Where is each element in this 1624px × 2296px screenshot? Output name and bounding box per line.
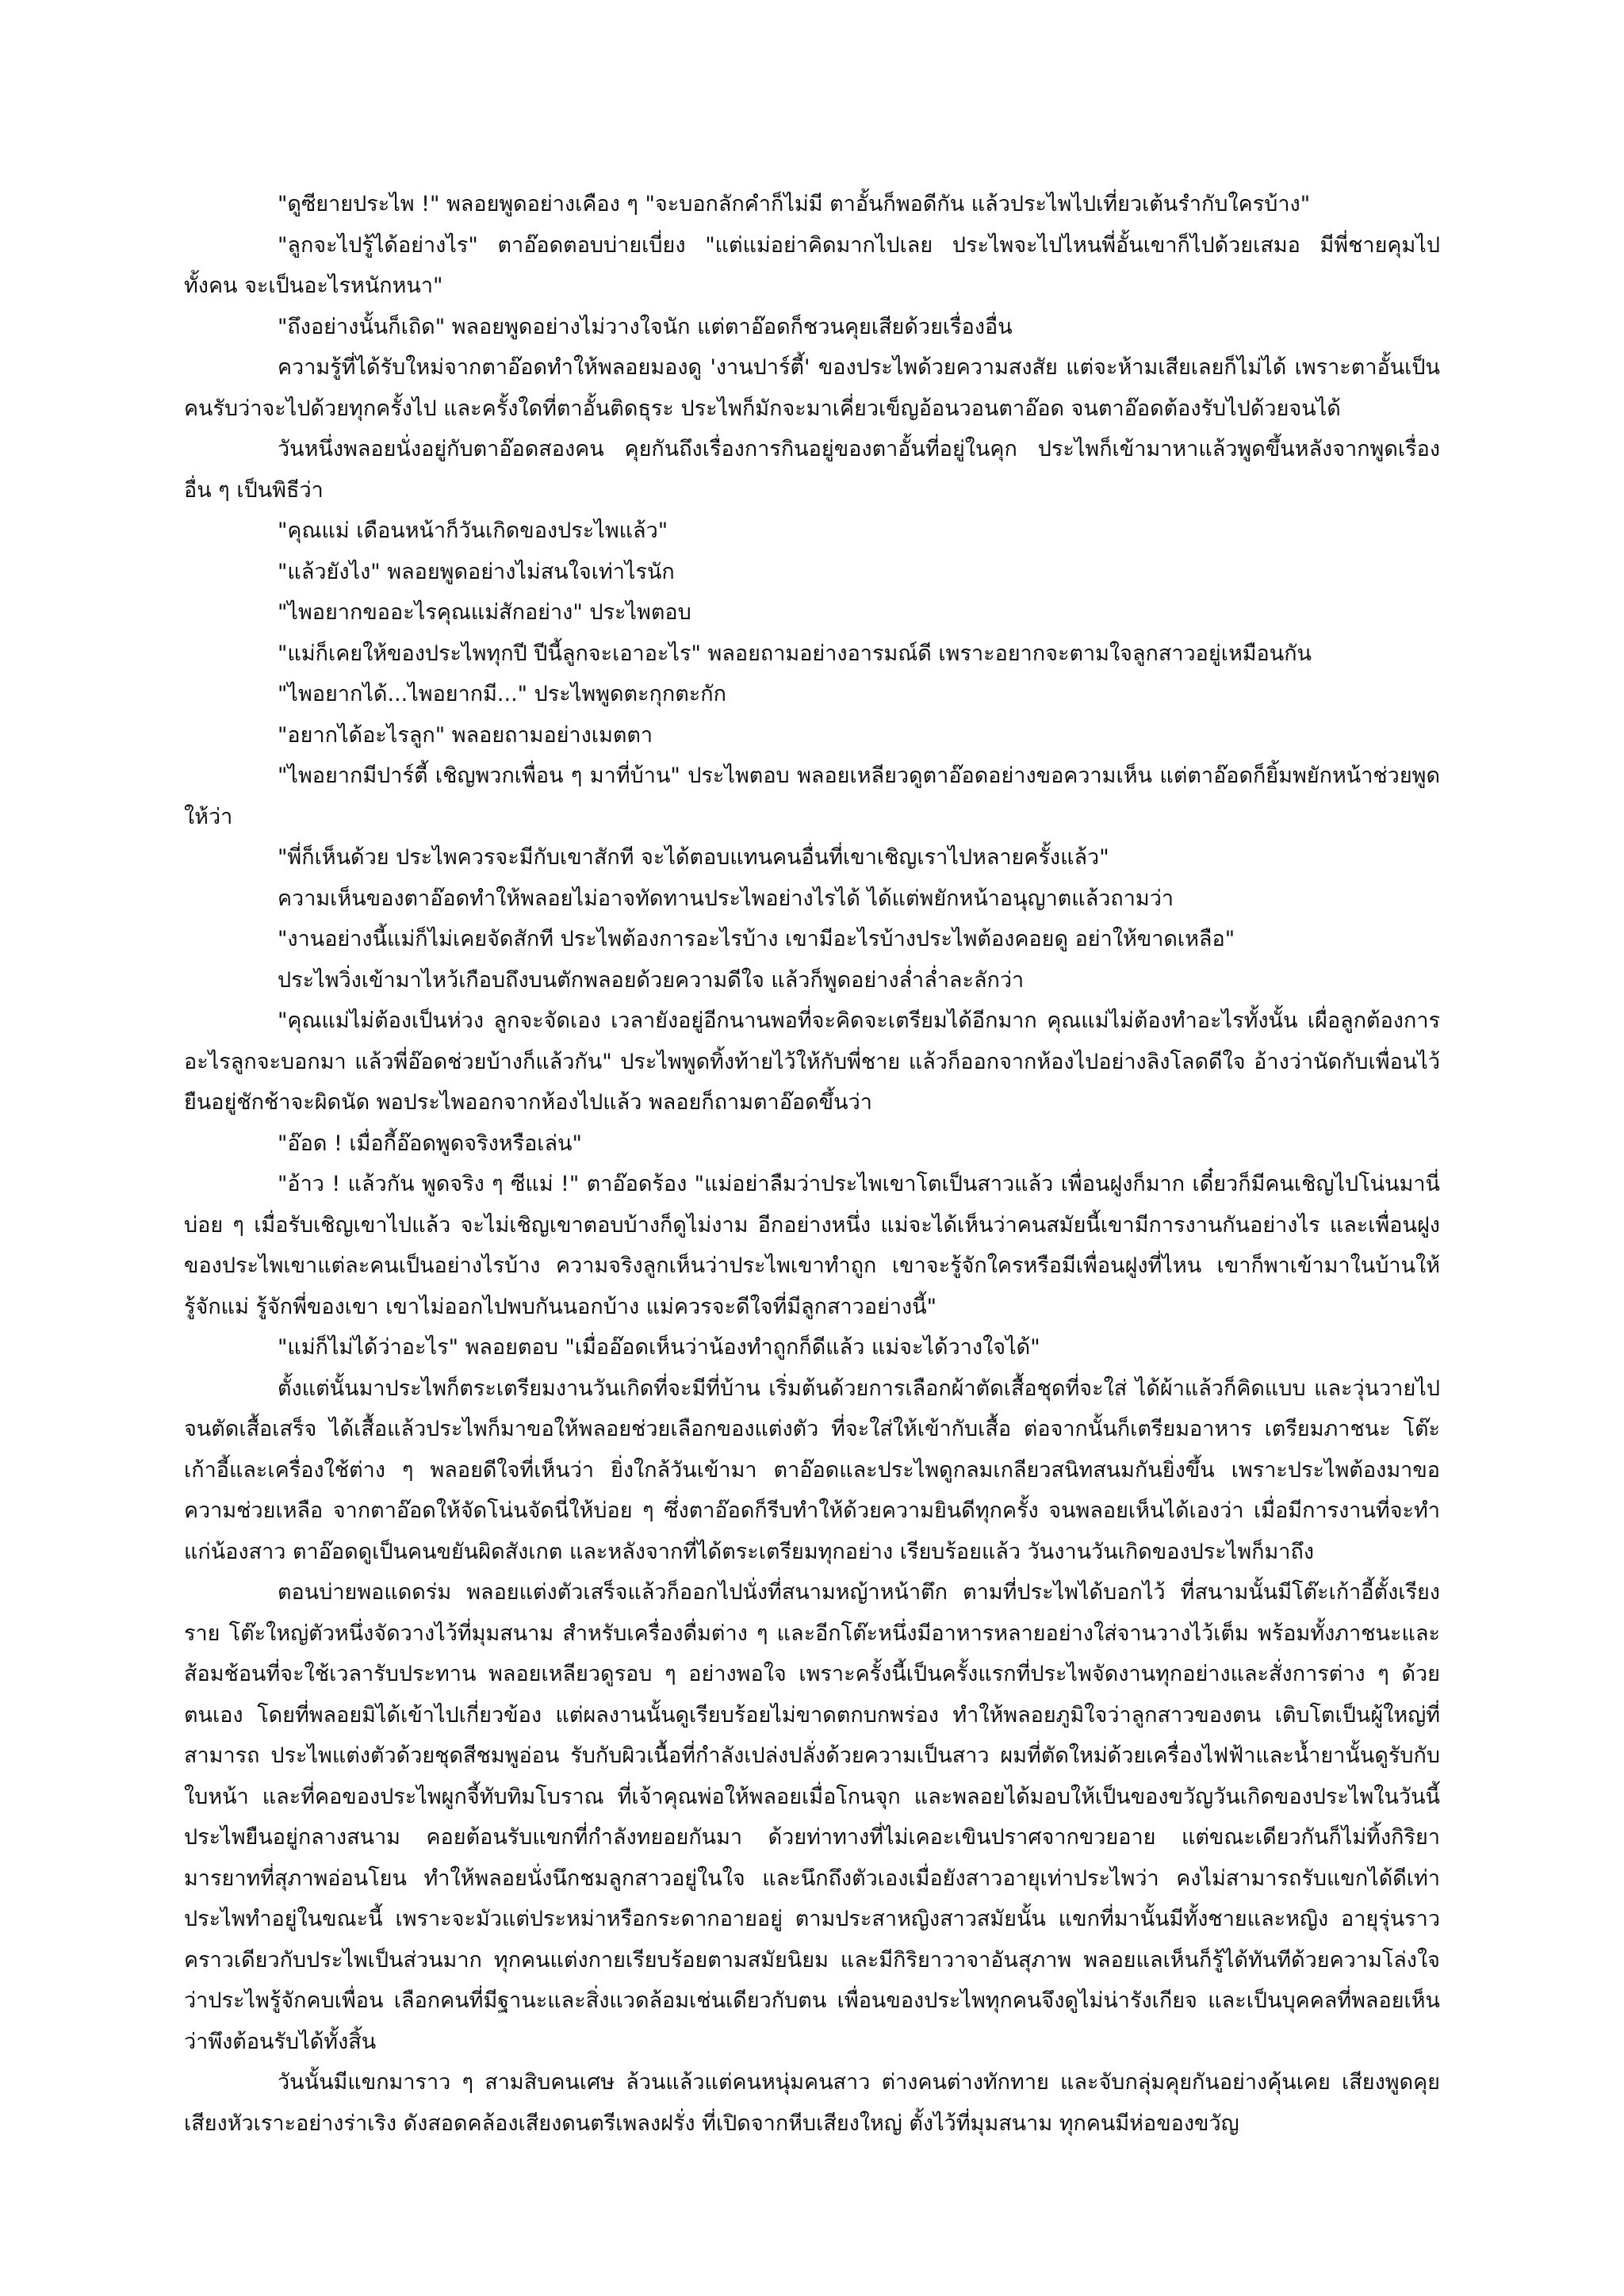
paragraph: "แม่ก็เคยให้ของประไพทุกปี ปีนี้ลูกจะเอาอะไร" พลอยถามอย่างอารมณ์ดี เพราะอยากจะตามใจลูกสาวอยู่เหมือนกัน <box>278 641 1312 666</box>
paragraph: "คุณแม่ เดือนหน้าก็วันเกิดของประไพแล้ว" <box>278 519 668 543</box>
paragraph: "แล้วยังไง" พลอยพูดอย่างไม่สนใจเท่าไรนัก <box>278 559 675 584</box>
paragraph: ประไพวิ่งเข้ามาไหว้เกือบถึงบนตักพลอยด้วยความดีใจ แล้วก็พูดอย่างล่ำล่ำละลักว่า <box>278 967 1025 993</box>
paragraph: ความรู้ที่ได้รับใหม่จากตาอ๊อดทำให้พลอยมองดู 'งานปาร์ตี้' ของประไพด้วยความสงสัย แต่จะห้ามเสียเลยก็ไม่ได้ เพราะตาอั้นเป็นคนรับว่าจะไปด้วยทุกครั้งไป และครั้งใดที่ตาอั้นติดธุระ ประไพก็มักจะมาเคี่ยวเข็ญอ้อนวอนตาอ๊อด จนตาอ๊อดต้องรับไปด้วยจนได้ <box>184 355 1440 421</box>
paragraph: ความเห็นของตาอ๊อดทำให้พลอยไม่อาจทัดทานประไพอย่างไรได้ ได้แต่พยักหน้าอนุญาตแล้วถามว่า <box>278 886 1174 911</box>
paragraph: "อ้าว ! แล้วกัน พูดจริง ๆ ซีแม่ !" ตาอ๊อดร้อง "แม่อย่าลืมว่าประไพเขาโตเป็นสาวแล้ว เพื่อนฝูงก็มาก เดี๋ยวก็มีคนเชิญไปโน่นมานี่บ่อย ๆ เมื่อรับเชิญเขาไปแล้ว จะไม่เชิญเขาตอบบ้างก็ดูไม่งาม อีกอย่างหนึ่ง แม่จะได้เห็นว่าคนสมัยนี้เขามีการงานกันอย่างไร และเพื่อนฝูงของประไพเขาแต่ละคนเป็นอย่างไรบ้าง ความจริงลูกเห็นว่าประไพเขาทำถูก เขาจะรู้จักใครหรือมีเพื่อนฝูงที่ไหน เขาก็พาเข้ามาในบ้านให้รู้จักแม่ รู้จักพี่ของเขา เขาไม่ออกไปพบกันนอกบ้าง แม่ควรจะดีใจที่มีลูกสาวอย่างนี้" <box>184 1172 1440 1319</box>
paragraph: "ไพอยากมีปาร์ตี้ เชิญพวกเพื่อน ๆ มาที่บ้าน" ประไพตอบ พลอยเหลียวดูตาอ๊อดอย่างขอความเห็น แต่ตาอ๊อดก็ยิ้มพยักหน้าช่วยพูดให้ว่า <box>184 763 1440 829</box>
paragraph: "อยากได้อะไรลูก" พลอยถามอย่างเมตตา <box>278 722 653 748</box>
paragraph: "พี่ก็เห็นด้วย ประไพควรจะมีกับเขาสักที จะได้ตอบแทนคนอื่นที่เขาเชิญเราไปหลายครั้งแล้ว" <box>278 845 1109 870</box>
paragraph: "ลูกจะไปรู้ได้อย่างไร" ตาอ๊อดตอบบ่ายเบี่ยง "แต่แม่อย่าคิดมากไปเลย ประไพจะไปไหนพี่อั้นเขาก็ไปด้วยเสมอ มีพี่ชายคุมไปทั้งคน จะเป็นอะไรหนักหนา" <box>184 232 1440 298</box>
paragraph: ตั้งแต่นั้นมาประไพก็ตระเตรียมงานวันเกิดที่จะมีที่บ้าน เริ่มต้นด้วยการเลือกผ้าตัดเสื้อชุดที่จะใส่ ได้ผ้าแล้วก็คิดแบบ และวุ่นวายไปจนตัดเสื้อเสร็จ ได้เสื้อแล้วประไพก็มาขอให้พลอยช่วยเลือกของแต่งตัว ที่จะใส่ให้เข้ากับเสื้อ ต่อจากนั้นก็เตรียมอาหาร เตรียมภาชนะ โต๊ะเก้าอี้และเครื่องใช้ต่าง ๆ พลอยดีใจที่เห็นว่า ยิ่งใกล้วันเข้ามา ตาอ๊อดและประไพดูกลมเกลียวสนิทสนมกันยิ่งขึ้น เพราะประไพต้องมาขอความช่วยเหลือ จากตาอ๊อดให้จัดโน่นจัดนี่ให้บ่อย ๆ ซึ่งตาอ๊อดก็รีบทำให้ด้วยความยินดีทุกครั้ง จนพลอยเห็นได้เองว่า เมื่อมีการงานที่จะทำแก่น้องสาว ตาอ๊อดดูเป็นคนขยันผิดสังเกต และหลังจากที่ได้ตระเตรียมทุกอย่าง เรียบร้อยแล้ว วันงานวันเกิดของประไพก็มาถึง <box>184 1376 1440 1564</box>
paragraph: "แม่ก็ไม่ได้ว่าอะไร" พลอยตอบ "เมื่ออ๊อดเห็นว่าน้องทำถูกก็ดีแล้ว แม่จะได้วางใจได้" <box>278 1335 1040 1360</box>
paragraph: วันนั้นมีแขกมาราว ๆ สามสิบคนเศษ ล้วนแล้วแต่คนหนุ่มคนสาว ต่างคนต่างทักทาย และจับกลุ่มคุยกันอย่างคุ้นเคย เสียงพูดคุย เสียงหัวเราะอย่างร่าเริง ดังสอดคล้องเสียงดนตรีเพลงฝรั่ง ที่เปิดจากหีบเสียงใหญ่ ตั้งไว้ที่มุมสนาม ทุกคนมีห่อของขวัญ <box>184 2070 1440 2136</box>
paragraph: วันหนึ่งพลอยนั่งอยู่กับตาอ๊อดสองคน คุยกันถึงเรื่องการกินอยู่ของตาอั้นที่อยู่ในคุก ประไพก็เข้ามาหาแล้วพูดขึ้นหลังจากพูดเรื่องอื่น ๆ เป็นพิธีว่า <box>184 437 1440 503</box>
paragraph: "ดูซียายประไพ !" พลอยพูดอย่างเคือง ๆ "จะบอกลักคำก็ไม่มี ตาอั้นก็พอดีกัน แล้วประไพไปเที่ยวเต้นรำกับใครบ้าง" <box>278 192 1311 216</box>
paragraph: ตอนบ่ายพอแดดร่ม พลอยแต่งตัวเสร็จแล้วก็ออกไปนั่งที่สนามหญ้าหน้าตึก ตามที่ประไพได้บอกไว้ ที่สนามนั้นมีโต๊ะเก้าอี้ตั้งเรียงราย โต๊ะใหญ่ตัวหนึ่งจัดวางไว้ที่มุมสนาม สำหรับเครื่องดื่มต่าง ๆ และอีกโต๊ะหนึ่งมีอาหารหลายอย่างใส่จานวางไว้เต็ม พร้อมทั้งภาชนะและส้อมช้อนที่จะใช้เวลารับประทาน พลอยเหลียวดูรอบ ๆ อย่างพอใจ เพราะครั้งนี้เป็นครั้งแรกที่ประไพจัดงานทุกอย่างและสั่งการต่าง ๆ ด้วยตนเอง โดยที่พลอยมิได้เข้าไปเกี่ยวข้อง แต่ผลงานนั้นดูเรียบร้อยไม่ขาดตกบกพร่อง ทำให้พลอยภูมิใจว่าลูกสาวของตน เติบโตเป็นผู้ใหญ่ที่สามารถ ประไพแต่งตัวด้วยชุดสีชมพูอ่อน รับกับผิวเนื้อที่กำลังเปล่งปลั่งด้วยความเป็นสาว ผมที่ตัดใหม่ด้วยเครื่องไฟฟ้าและน้ำยานั้นดูรับกับใบหน้า และที่คอของประไพผูกจี้ทับทิมโบราณ ที่เจ้าคุณพ่อให้พลอยเมื่อโกนจุก และพลอยได้มอบให้เป็นของขวัญวันเกิดของประไพในวันนี้ ประไพยืนอยู่กลางสนาม คอยต้อนรับแขกที่กำลังทยอยกันมา ด้วยท่าทางที่ไม่เคอะเขินปราศจากขวยอาย แต่ขณะเดียวกันก็ไม่ทิ้งกิริยามารยาทที่สุภาพอ่อนโยน ทำให้พลอยนั่งนึกชมลูกสาวอยู่ในใจ และนึกถึงตัวเองเมื่อยังสาวอายุเท่าประไพว่า คงไม่สามารถรับแขกได้ดีเท่าประไพทำอยู่ในขณะนี้ เพราะจะมัวแต่ประหม่าหรือกระดากอายอยู่ ตามประสาหญิงสาวสมัยนั้น แขกที่มานั้นมีทั้งชายและหญิง อายุรุ่นราวคราวเดียวกับประไพเป็นส่วนมาก ทุกคนแต่งกายเรียบร้อยตามสมัยนิยม และมีกิริยาวาจาอันสุภาพ พลอยแลเห็นก็รู้ได้ทันทีด้วยความโล่งใจว่าประไพรู้จักคบเพื่อน เลือกคนที่มีฐานะและสิ่งแวดล้อมเช่นเดียวกับตน เพื่อนของประไพทุกคนจึงดูไม่น่ารังเกียจ และเป็นบุคคลที่พลอยเห็นว่าพึงต้อนรับได้ทั้งสิ้น <box>184 1580 1440 2054</box>
paragraph: "อ๊อด ! เมื่อกี้อ๊อดพูดจริงหรือเล่น" <box>278 1131 582 1156</box>
paragraph: "ไพอยากขออะไรคุณแม่สักอย่าง" ประไพตอบ <box>278 600 691 625</box>
paragraph: "ไพอยากได้...ไพอยากมี..." ประไพพูดตะกุกตะกัก <box>278 682 726 706</box>
paragraph: "งานอย่างนี้แม่ก็ไม่เคยจัดสักที ประไพต้องการอะไรบ้าง เขามีอะไรบ้างประไพต้องคอยดู อย่าให้ขาดเหลือ" <box>278 927 1235 951</box>
paragraph: "ถึงอย่างนั้นก็เถิด" พลอยพูดอย่างไม่วางใจนัก แต่ตาอ๊อดก็ชวนคุยเสียด้วยเรื่องอื่น <box>278 314 1013 339</box>
paragraph: "คุณแม่ไม่ต้องเป็นห่วง ลูกจะจัดเอง เวลายังอยู่อีกนานพอที่จะคิดจะเตรียมได้อีกมาก คุณแม่ไม่ต้องทำอะไรทั้งนั้น เผื่อลูกต้องการอะไรลูกจะบอกมา แล้วพี่อ๊อดช่วยบ้างก็แล้วกัน" ประไพพูดทิ้งท้ายไว้ให้กับพี่ชาย แล้วก็ออกจากห้องไปอย่างลิงโลดดีใจ อ้างว่านัดกับเพื่อนไว้ยืนอยู่ชักช้าจะผิดนัด พอประไพออกจากห้องไปแล้ว พลอยก็ถามตาอ๊อดขึ้นว่า <box>184 1008 1440 1115</box>
